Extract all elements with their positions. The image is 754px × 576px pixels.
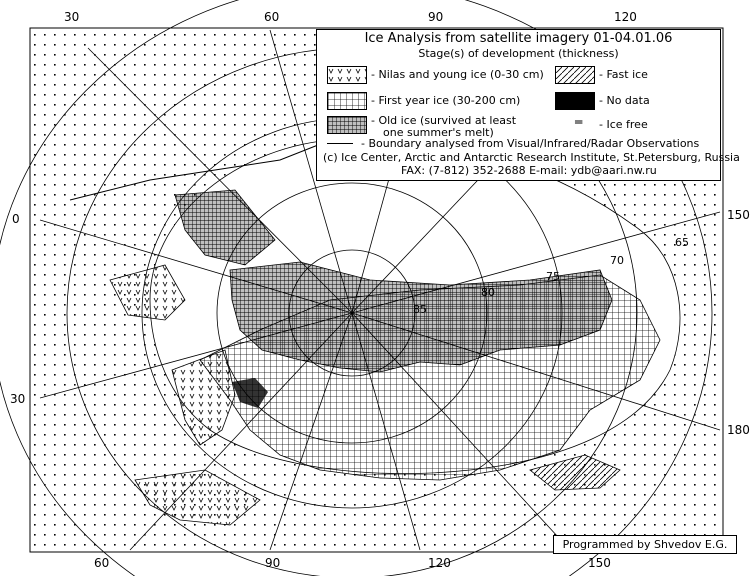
- legend-title: Ice Analysis from satellite imagery 01-04.01.06: [364, 31, 673, 46]
- lat-label-70: 70: [610, 254, 624, 267]
- lon-label-top-30: 30: [64, 10, 80, 24]
- legend-panel: [316, 29, 740, 181]
- lon-label-top-120: 120: [614, 10, 637, 24]
- swatch-old-ice: [327, 116, 367, 134]
- legend-item-first-year: - First year ice (30-200 cm): [371, 94, 521, 107]
- lon-label-right-180: 180: [727, 423, 750, 437]
- lon-label-top-60: 60: [264, 10, 280, 24]
- swatch-no-data: [555, 92, 595, 110]
- swatch-first-year: [327, 92, 367, 110]
- legend-item-old-ice-line2: one summer's melt): [383, 126, 494, 139]
- lon-label-bottom-90: 90: [265, 556, 281, 570]
- lon-label-top-90: 90: [428, 10, 444, 24]
- lat-label-85: 85: [413, 303, 427, 316]
- lat-label-80: 80: [481, 286, 495, 299]
- legend-item-ice-free: - Ice free: [599, 118, 648, 131]
- ice-free-icon: ═: [575, 115, 583, 129]
- swatch-fast-ice: [555, 66, 595, 84]
- legend-item-no-data: - No data: [599, 94, 650, 107]
- lon-label-bottom-150: 150: [588, 556, 611, 570]
- lon-label-bottom-60: 60: [94, 556, 110, 570]
- legend-boundary: - Boundary analysed from Visual/Infrared/Radar Observations: [361, 137, 700, 150]
- legend-item-old-ice: - Old ice (survived at least: [371, 114, 517, 127]
- legend-copyright: (c) Ice Center, Arctic and Antarctic Research Institute, St.Petersburg, Russia: [323, 151, 740, 164]
- lon-label-bottom-120: 120: [428, 556, 451, 570]
- legend-item-nilas: - Nilas and young ice (0-30 cm): [371, 68, 544, 81]
- lat-label-75: 75: [546, 270, 560, 283]
- legend-subtitle: Stage(s) of development (thickness): [418, 47, 619, 60]
- swatch-nilas: [327, 66, 367, 84]
- lat-label-65: 65: [675, 236, 689, 249]
- credit-box: Programmed by Shvedov E.G.: [553, 535, 737, 554]
- lon-label-right-150: 150: [727, 208, 750, 222]
- legend-item-fast-ice: - Fast ice: [599, 68, 648, 81]
- boundary-line-icon: [327, 143, 353, 144]
- lon-label-left-30: 30: [10, 392, 26, 406]
- lon-label-left-0: 0: [12, 212, 20, 226]
- legend-contact: FAX: (7-812) 352-2688 E-mail: ydb@aari.nw.ru: [401, 164, 657, 177]
